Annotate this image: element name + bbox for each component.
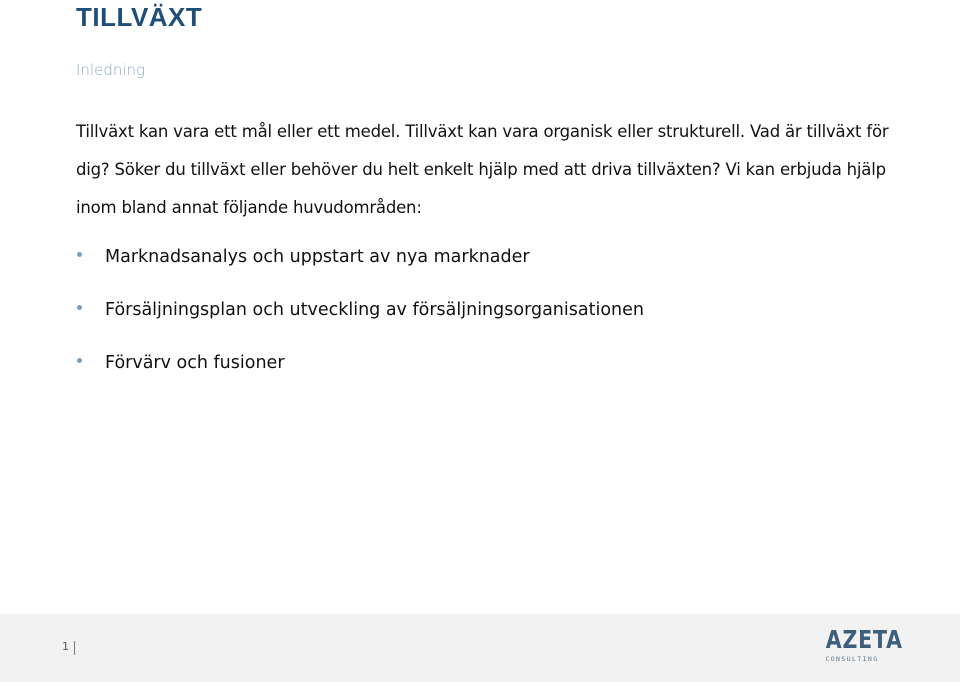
focus-area-list	[76, 240, 644, 399]
logo-wordmark: AZETA	[825, 625, 903, 654]
company-logo	[820, 625, 903, 672]
page-number-divider	[74, 641, 75, 655]
list-item-label: Marknadsanalys och uppstart av nya marknader	[105, 247, 530, 267]
page-title: TILLVÄXT	[76, 2, 203, 32]
list-item-label: Förvärv och fusioner	[105, 353, 285, 373]
page-number: 1	[62, 640, 69, 653]
intro-paragraph: Tillväxt kan vara ett mål eller ett medel. Tillväxt kan vara organisk eller strukturell. Vad är tillväxt för dig? Söker du tillväxt eller behöver du helt enkelt hjälp med att driva tillväxten? Vi kan erbjuda hjälp inom bland annat följande huvudområden:	[76, 122, 889, 217]
list-item	[76, 240, 644, 293]
list-item	[76, 346, 644, 399]
list-item-label: Försäljningsplan och utveckling av försäljningsorganisationen	[105, 300, 644, 320]
page-subtitle: Inledning	[76, 61, 146, 79]
list-item	[76, 293, 644, 346]
bullet-icon	[77, 305, 82, 310]
bullet-icon	[77, 252, 82, 257]
bullet-icon	[77, 358, 82, 363]
logo-subtitle: CONSULTING	[825, 655, 879, 663]
footer	[0, 614, 960, 682]
